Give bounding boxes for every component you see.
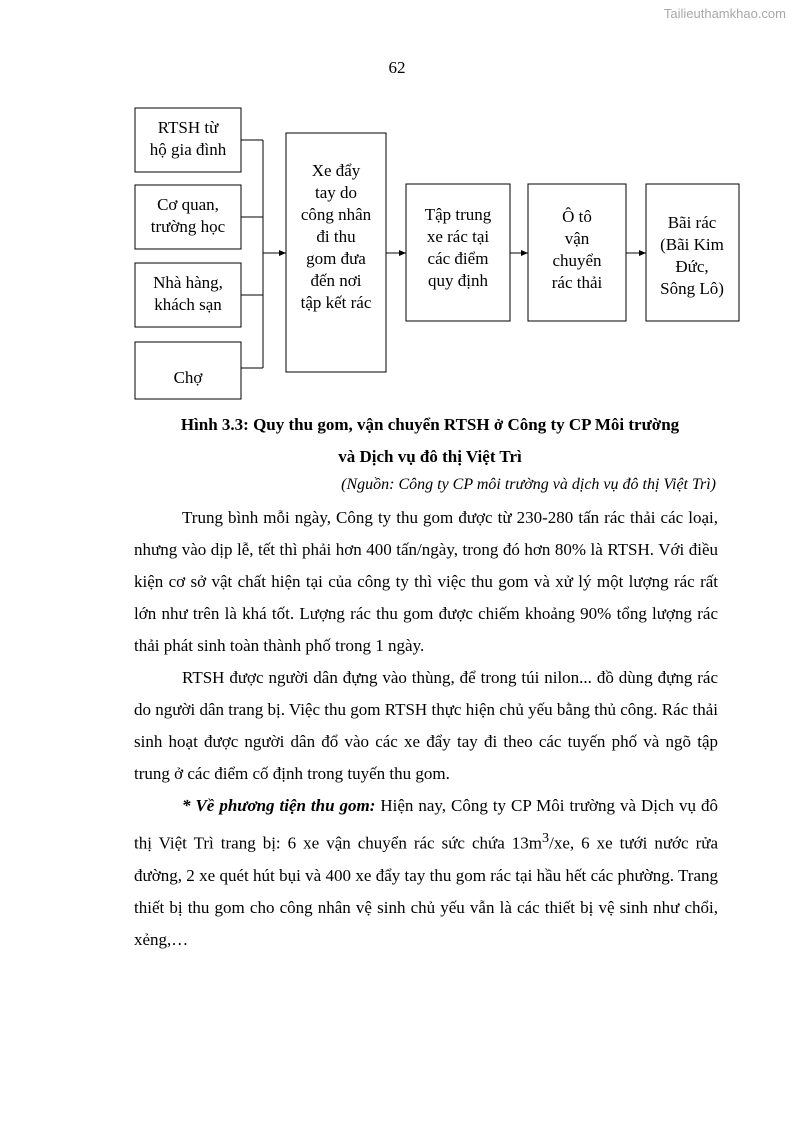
source-restaurants-line2: khách sạn: [154, 295, 222, 314]
step1-line4: đi thu: [316, 227, 356, 246]
step3-line1: Ô tô: [562, 207, 592, 226]
source-market-line1: Chợ: [173, 368, 203, 387]
step1-line5: gom đưa: [306, 249, 366, 268]
equipment-text-a: Hiện nay, Công ty CP Môi trường và Dịch vụ đô thị Việt Trì trang bị: 6 xe vận chuyển rác sức chứa 13m: [134, 796, 718, 853]
paragraph-daily-collection: Trung bình mỗi ngày, Công ty thu gom được từ 230-280 tấn rác thải các loại, nhưng vào dịp lễ, tết thì phải hơn 400 tấn/ngày, trong đó hơn 80% là RTSH. Với điều kiện cơ sở vật chất hiện tại của công ty thì việc thu gom và xử lý một lượng rác rất lớn như trên là khá tốt. Lượng rác thu gom được chiếm khoảng 90% tổng lượng rác thải phát sinh toàn thành phố trong 1 ngày.: [134, 508, 718, 655]
equipment-text-b: /xe, 6 xe tưới nước rửa đường, 2 xe quét hút bụi và 400 xe đẩy tay thu gom rác tại hầu hết các phường. Trang thiết bị thu gom cho công nhân vệ sinh chủ yếu vẫn là các thiết bị vệ sinh như chổi, xẻng,…: [134, 833, 718, 949]
paragraph-equipment: [134, 790, 718, 956]
step2-line4: quy định: [428, 271, 488, 290]
source-offices-line1: Cơ quan,: [157, 195, 219, 214]
figure-caption-line2: và Dịch vụ đô thị Việt Trì: [338, 447, 522, 466]
figure-caption-line1: Hình 3.3: Quy thu gom, vận chuyển RTSH ở Công ty CP Môi trường: [180, 415, 680, 434]
step4-line1: Bãi rác: [667, 213, 717, 232]
step1-line3: công nhân: [300, 205, 372, 224]
source-households-line1: RTSH từ: [157, 118, 219, 137]
step1-line7: tập kết rác: [300, 293, 372, 312]
flow-diagram: [0, 0, 794, 420]
source-restaurants-line1: Nhà hàng,: [153, 273, 223, 292]
step4-line3: Đức,: [675, 257, 709, 276]
watermark: Tailieuthamkhao.com: [663, 6, 786, 21]
figure-source: (Nguồn: Công ty CP môi trường và dịch vụ đô thị Việt Trì): [341, 476, 716, 493]
equipment-heading: * Về phương tiện thu gom:: [182, 796, 376, 815]
step2-line3: các điểm: [427, 249, 489, 268]
paragraph-collection-method: RTSH được người dân đựng vào thùng, để trong túi nilon... đồ dùng đựng rác do người dân trang bị. Việc thu gom RTSH thực hiện chủ yếu bằng thủ công. Rác thải sinh hoạt được người dân đổ vào các xe đẩy tay đi theo các tuyến phố và ngõ tập trung ở các điểm cố định trong tuyến thu gom.: [134, 668, 718, 783]
bracket-connector: [241, 140, 263, 368]
step4-line4: Sông Lô): [660, 279, 724, 298]
body-text: [134, 502, 718, 956]
page-number: 62: [388, 58, 406, 77]
step3-line3: chuyển: [552, 251, 602, 270]
step3-line2: vận: [564, 229, 590, 248]
step1-line2: tay do: [314, 183, 358, 202]
step2-line1: Tập trung: [424, 205, 492, 224]
source-households-line2: hộ gia đình: [149, 140, 227, 159]
step1-line6: đến nơi: [310, 271, 362, 290]
step4-line2: (Bãi Kim: [660, 235, 724, 254]
step3-line4: rác thải: [551, 273, 603, 292]
source-offices-line2: trường học: [150, 217, 226, 236]
step2-line2: xe rác tại: [426, 227, 490, 246]
superscript-3: 3: [542, 830, 550, 846]
step1-line1: Xe đẩy: [311, 161, 361, 180]
